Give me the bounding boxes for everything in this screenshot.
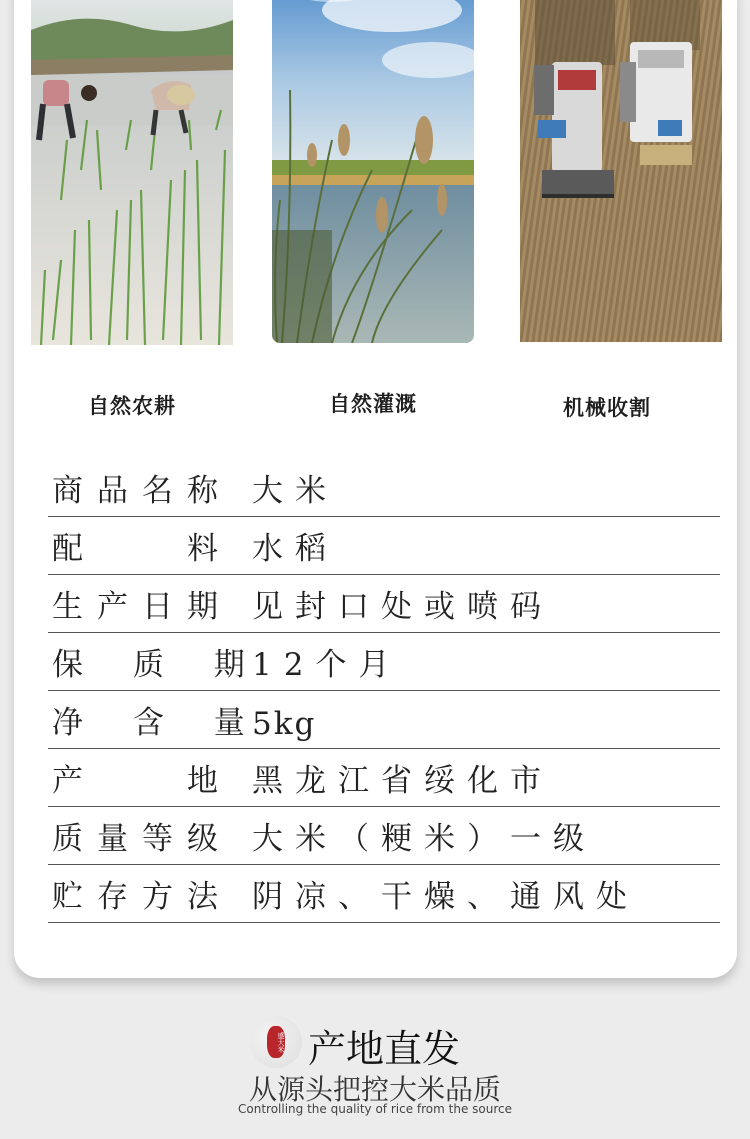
caption-natural-irrigation: 自然灌溉: [329, 392, 417, 416]
spec-label: 贮存方法: [52, 879, 232, 915]
spec-value: 阴凉、干燥、通风处: [252, 879, 639, 915]
spec-value: 黑龙江省绥化市: [252, 763, 553, 799]
photo-mechanical-harvest: [520, 0, 722, 342]
spec-row-storage: [48, 865, 720, 923]
brand-badge: [250, 1016, 302, 1068]
caption-natural-farming: 自然农耕: [88, 394, 176, 418]
spec-value: 见封口处或喷码: [252, 589, 553, 625]
spec-label: 净 含 量: [52, 705, 265, 741]
spec-row-quality-grade: [48, 807, 720, 865]
photo-natural-farming: [31, 0, 233, 345]
spec-value: 12个月: [252, 647, 402, 683]
spec-row-product-name: [48, 459, 720, 517]
spec-value: 大米: [252, 473, 338, 509]
spec-label: 保 质 期: [52, 647, 265, 683]
spec-row-shelf-life: [48, 633, 720, 691]
caption-mechanical-harvest: 机械收割: [563, 396, 651, 420]
spec-row-origin: [48, 749, 720, 807]
spec-label: 产 地: [52, 763, 232, 799]
footer-title: 产地直发: [308, 1027, 461, 1071]
spec-value: 大米（粳米）一级: [252, 821, 596, 857]
footer-subtitle: 从源头把控大米品质: [248, 1073, 501, 1106]
photo-natural-irrigation: [272, 0, 474, 343]
spec-value: 5kg: [252, 706, 317, 742]
spec-value: 水稻: [252, 531, 338, 567]
spec-row-production-date: [48, 575, 720, 633]
product-card: [14, 0, 737, 978]
spec-label: 质量等级: [52, 821, 232, 857]
seal-stamp-icon: 盛大米: [267, 1026, 285, 1058]
footer-subtitle-english: Controlling the quality of rice from the source: [238, 1102, 512, 1116]
spec-label: 商品名称: [52, 473, 232, 509]
spec-label: 生产日期: [52, 589, 232, 625]
spec-row-ingredients: [48, 517, 720, 575]
spec-row-net-content: [48, 691, 720, 749]
spec-label: 配 料: [52, 531, 232, 567]
